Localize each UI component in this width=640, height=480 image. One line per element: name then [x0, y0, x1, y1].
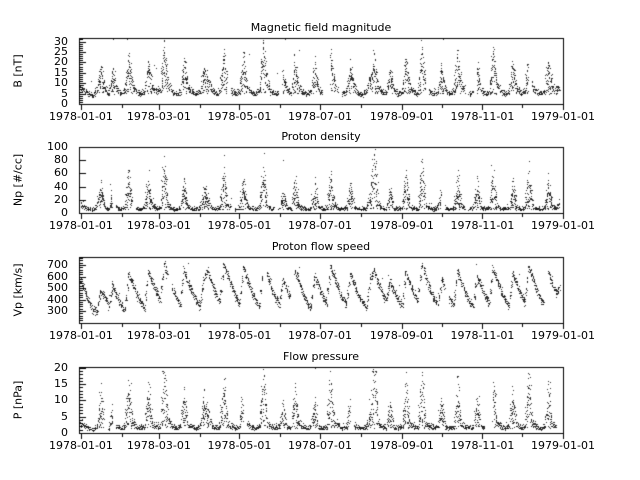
y-tick-label: 15 — [54, 65, 68, 79]
panel-title-proton-density: Proton density — [281, 130, 361, 143]
y-tick-label: 80 — [54, 153, 68, 167]
x-tick-label: 1979-01-01 — [531, 110, 595, 123]
x-tick-label: 1978-07-01 — [288, 329, 352, 342]
y-axis-label-vp: Vp [km/s] — [11, 263, 25, 317]
x-tick-label: 1978-05-01 — [207, 329, 272, 342]
x-tick-label: 1978-07-01 — [288, 219, 352, 232]
y-tick-label: 5 — [61, 409, 68, 423]
x-tick-label: 1978-05-01 — [207, 439, 272, 452]
y-tick-label: 600 — [47, 269, 68, 283]
y-tick-label: 10 — [54, 393, 68, 407]
y-axis-label-np: Np [#/cc] — [11, 153, 25, 207]
x-tick-label: 1978-05-01 — [207, 219, 272, 232]
x-tick-label: 1978-01-01 — [49, 329, 113, 342]
y-tick-label: 500 — [47, 281, 68, 295]
x-tick-label: 1978-11-01 — [450, 110, 515, 123]
y-tick-label: 15 — [54, 377, 68, 391]
x-tick-label: 1978-11-01 — [450, 219, 515, 232]
x-tick-label: 1978-11-01 — [450, 439, 515, 452]
y-tick-label: 20 — [54, 192, 68, 206]
y-tick-label: 25 — [54, 44, 68, 58]
y-tick-label: 100 — [47, 140, 68, 153]
x-tick-label: 1978-05-01 — [207, 110, 272, 123]
panel-title-proton-flow-speed: Proton flow speed — [271, 240, 371, 253]
x-tick-label: 1978-09-01 — [369, 439, 434, 452]
y-tick-label: 20 — [54, 55, 68, 69]
x-tick-label: 1978-01-01 — [49, 219, 113, 232]
x-tick-label: 1978-01-01 — [49, 110, 113, 123]
x-tick-label: 1979-01-01 — [531, 439, 595, 452]
y-tick-label: 40 — [54, 179, 68, 193]
x-tick-label: 1979-01-01 — [531, 219, 595, 232]
y-tick-label: 700 — [47, 258, 68, 272]
y-tick-label: 0 — [61, 426, 68, 439]
x-tick-label: 1978-07-01 — [288, 110, 352, 123]
y-tick-label: 10 — [54, 76, 68, 90]
x-tick-label: 1979-01-01 — [531, 329, 595, 342]
x-tick-label: 1978-09-01 — [369, 110, 434, 123]
x-tick-label: 1978-01-01 — [49, 439, 113, 452]
x-tick-label: 1978-09-01 — [369, 219, 434, 232]
y-tick-label: 30 — [54, 34, 68, 48]
x-tick-label: 1978-03-01 — [126, 329, 191, 342]
y-tick-label: 5 — [61, 86, 68, 100]
y-tick-label: 20 — [54, 360, 68, 374]
y-axis-label-p: P [nPa] — [11, 380, 25, 420]
x-tick-label: 1978-03-01 — [126, 110, 191, 123]
x-tick-label: 1978-09-01 — [369, 329, 434, 342]
y-tick-label: 60 — [54, 166, 68, 180]
x-tick-label: 1978-07-01 — [288, 439, 352, 452]
x-tick-label: 1978-11-01 — [450, 329, 515, 342]
panel-title-magnetic-field-magnitude: Magnetic field magnitude — [250, 21, 392, 34]
panel-title-flow-pressure: Flow pressure — [282, 350, 360, 363]
y-tick-label: 400 — [47, 292, 68, 306]
y-axis-label-b: B [nT] — [11, 54, 25, 88]
x-tick-label: 1978-03-01 — [126, 219, 191, 232]
x-tick-label: 1978-03-01 — [126, 439, 191, 452]
y-tick-label: 0 — [61, 206, 68, 219]
y-tick-label: 0 — [61, 97, 68, 110]
y-tick-label: 300 — [47, 304, 68, 318]
